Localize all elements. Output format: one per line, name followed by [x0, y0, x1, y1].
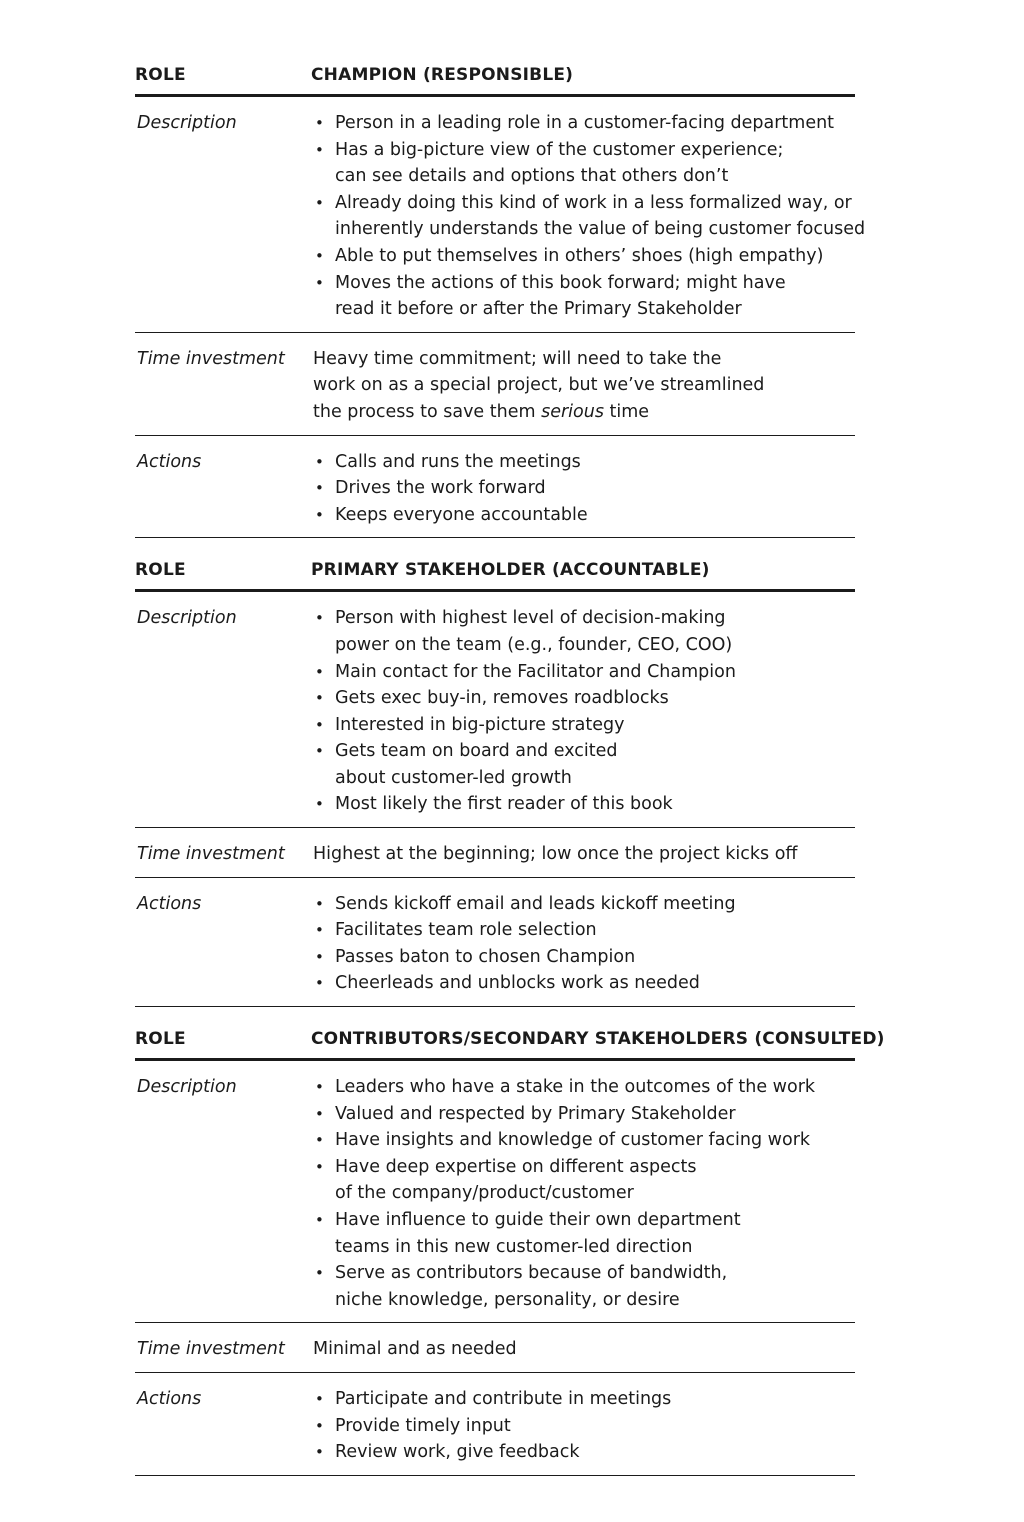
row-body: [311, 1386, 855, 1466]
description-row: [135, 1061, 855, 1323]
row-label: Description: [137, 113, 237, 133]
list-item-text: • Have influence to guide their own department: [335, 1210, 741, 1230]
bullet-list: [313, 891, 855, 997]
bullet-list: [313, 110, 865, 323]
list-item-text: • Main contact for the Facilitator and Champion: [335, 661, 736, 682]
list-item: [313, 685, 855, 712]
list-item-text: power on the team (e.g., founder, CEO, COO): [335, 634, 733, 655]
list-item-text: • Moves the actions of this book forward; might have: [335, 272, 786, 293]
list-item: [313, 1439, 855, 1466]
row-body: [311, 605, 855, 818]
list-item-text: niche knowledge, personality, or desire: [335, 1289, 680, 1310]
list-item: [313, 1127, 855, 1154]
list-item: [313, 1207, 855, 1260]
time-text: Heavy time commitment; will need to take the: [313, 348, 722, 369]
list-item: [313, 605, 855, 658]
role-title: CHAMPION (RESPONSIBLE): [311, 65, 574, 85]
list-item-text: • Have insights and knowledge of customer facing work: [335, 1130, 811, 1151]
list-item-text: • Valued and respected by Primary Stakeholder: [335, 1103, 736, 1124]
list-item: [313, 449, 855, 476]
bullet-list: [313, 1074, 855, 1313]
list-item-text: • Keeps everyone accountable: [335, 504, 588, 525]
list-item: [313, 1386, 855, 1413]
list-item: [313, 243, 865, 270]
list-item-text: of the company/product/customer: [335, 1183, 634, 1204]
row-label: Actions: [137, 1388, 202, 1409]
list-item: [313, 1101, 855, 1128]
list-item-text: • Person in a leading role in a customer-facing department: [335, 113, 835, 133]
role-header-label: ROLE: [135, 560, 186, 581]
role-block-contributors: [135, 1007, 885, 1476]
bullet-list: [313, 1386, 855, 1466]
list-item: [313, 712, 855, 739]
list-item: [313, 791, 855, 818]
list-item-text: • Provide timely input: [335, 1415, 511, 1436]
role-header: [135, 1007, 885, 1061]
list-item: [313, 944, 855, 971]
list-item: [313, 1074, 855, 1101]
list-item: [313, 475, 855, 502]
time-investment-row: [135, 333, 855, 436]
list-item-text: • Drives the work forward: [335, 478, 546, 499]
list-item-text: • Cheerleads and unblocks work as needed: [335, 973, 700, 994]
list-item: [313, 738, 855, 791]
list-item-text: • Person with highest level of decision-making: [335, 608, 726, 629]
list-item-text: • Gets exec buy-in, removes roadblocks: [335, 688, 669, 709]
actions-row: [135, 878, 855, 1007]
list-item-text: read it before or after the Primary Stakeholder: [335, 299, 742, 320]
list-item: [313, 110, 865, 137]
time-text: the process to save them: [313, 401, 542, 422]
time-text: time: [603, 401, 650, 422]
list-item: [313, 137, 865, 190]
row-label: Time investment: [137, 1339, 285, 1360]
list-item: [313, 270, 865, 323]
bullet-list: [313, 449, 855, 529]
time-text: work on as a special project, but we’ve streamlined: [313, 375, 765, 396]
list-item-text: • Most likely the first reader of this book: [335, 794, 673, 815]
list-item: [313, 1260, 855, 1313]
time-investment-row: [135, 828, 855, 878]
row-label: Time investment: [137, 348, 285, 369]
list-item: [313, 917, 855, 944]
row-label: Actions: [137, 451, 202, 472]
list-item-text: inherently understands the value of being customer focused: [335, 219, 866, 240]
row-label: Time investment: [137, 844, 285, 865]
list-item-text: • Participate and contribute in meetings: [335, 1388, 672, 1409]
list-item-text: • Leaders who have a stake in the outcomes of the work: [335, 1077, 816, 1098]
role-block-champion: [135, 64, 866, 538]
row-body: [311, 841, 855, 868]
list-item: [313, 659, 855, 686]
row-body: [311, 110, 865, 323]
list-item: [313, 1413, 855, 1440]
actions-row: [135, 436, 855, 539]
list-item-text: • Passes baton to chosen Champion: [335, 946, 636, 967]
roles-table: [135, 64, 885, 1476]
list-item-text: • Has a big-picture view of the customer experience;: [335, 139, 784, 160]
row-body: [311, 1336, 855, 1363]
list-item-text: • Gets team on board and excited: [335, 741, 618, 762]
role-header: [135, 64, 855, 97]
list-item-text: • Calls and runs the meetings: [335, 451, 581, 472]
row-body: [311, 891, 855, 997]
role-block-primary-stakeholder: [135, 538, 855, 1007]
time-text-line: [313, 399, 855, 426]
row-label: Actions: [137, 893, 202, 914]
description-row: [135, 592, 855, 828]
list-item-text: • Able to put themselves in others’ shoes (high empathy): [335, 245, 824, 266]
list-item-text: • Sends kickoff email and leads kickoff meeting: [335, 893, 736, 914]
list-item-text: • Review work, give feedback: [335, 1442, 580, 1463]
list-item: [313, 970, 855, 997]
row-label: Description: [137, 608, 237, 629]
list-item-text: • Have deep expertise on different aspects: [335, 1156, 697, 1177]
row-body: [311, 1074, 855, 1313]
time-investment-row: [135, 1323, 855, 1373]
time-text-emphasis: serious: [541, 401, 604, 422]
role-header: [135, 538, 855, 592]
row-body: [311, 449, 855, 529]
list-item-text: teams in this new customer-led direction: [335, 1236, 693, 1257]
bullet-list: [313, 605, 855, 818]
list-item: [313, 891, 855, 918]
row-body: [311, 346, 855, 426]
list-item: [313, 190, 865, 243]
list-item-text: • Interested in big-picture strategy: [335, 714, 625, 735]
role-title: CONTRIBUTORS/SECONDARY STAKEHOLDERS (CONSULTED): [311, 1029, 885, 1050]
list-item-text: can see details and options that others don’t: [335, 166, 729, 187]
list-item-text: about customer-led growth: [335, 767, 572, 788]
time-text: Minimal and as needed: [313, 1339, 517, 1360]
description-row: [135, 97, 866, 333]
row-label: Description: [137, 1077, 237, 1098]
list-item-text: • Already doing this kind of work in a less formalized way, or: [335, 192, 852, 213]
role-title: PRIMARY STAKEHOLDER (ACCOUNTABLE): [311, 560, 710, 581]
list-item-text: • Facilitates team role selection: [335, 920, 597, 941]
time-text: Highest at the beginning; low once the project kicks off: [313, 844, 798, 865]
list-item-text: • Serve as contributors because of bandwidth,: [335, 1263, 728, 1284]
actions-row: [135, 1373, 855, 1476]
list-item: [313, 502, 855, 529]
role-header-label: ROLE: [135, 1029, 186, 1050]
role-header-label: ROLE: [135, 65, 186, 85]
list-item: [313, 1154, 855, 1207]
